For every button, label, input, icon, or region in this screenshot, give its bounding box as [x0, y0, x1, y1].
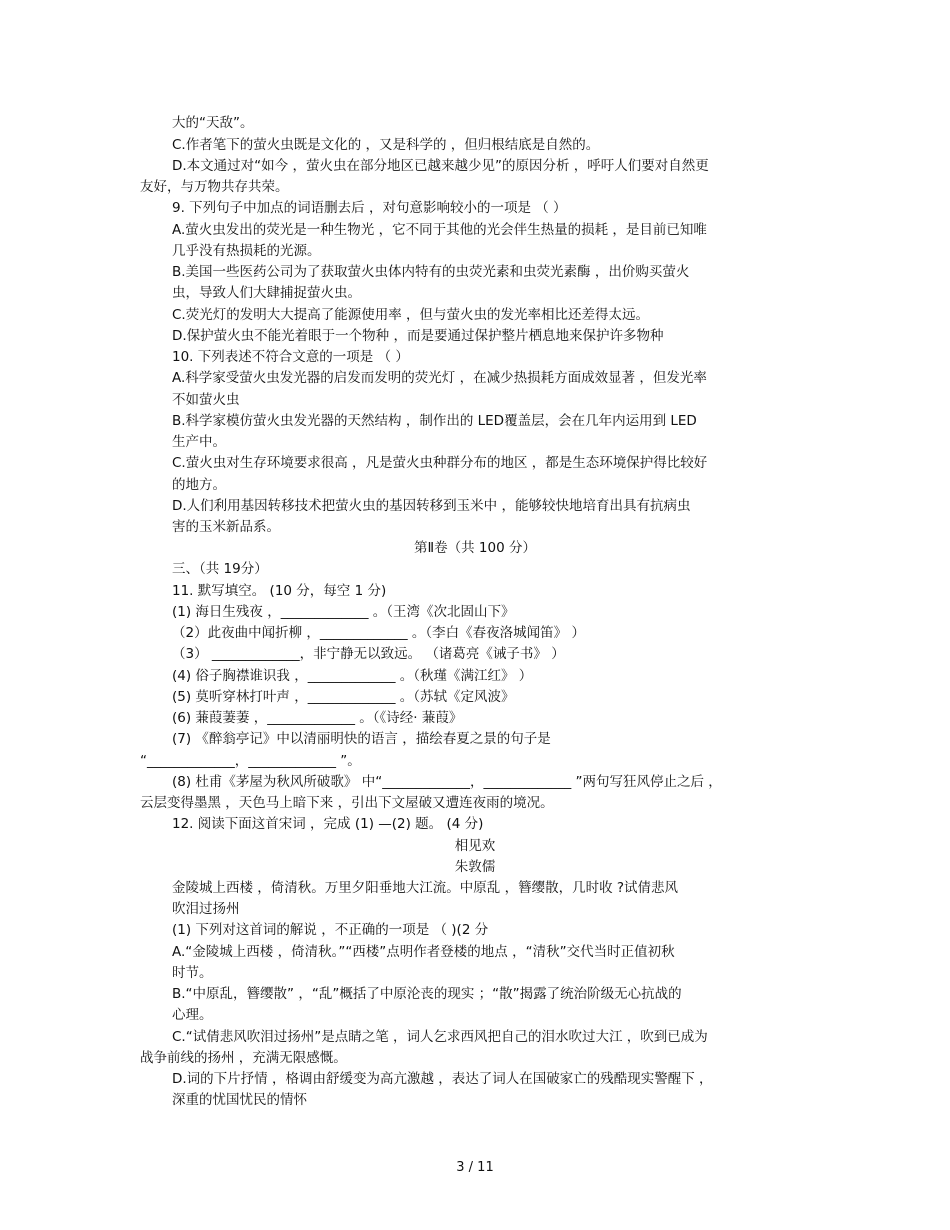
fill-blank-line: （2）此夜曲中闻折柳 ，_____________ 。（李白《春夜洛城闻笛》 ）	[172, 625, 585, 641]
text-line: 虫，导致人们大肆捕捉萤火虫。	[172, 285, 361, 301]
text-line: 友好，与万物共存共荣。	[140, 179, 289, 195]
text-line: 的地方。	[172, 477, 226, 493]
section-heading: 第Ⅱ卷（共 100 分）	[414, 540, 536, 556]
text-line: C.萤火虫对生存环境要求很高 ，凡是萤火虫种群分布的地区 ，都是生态环境保护得比较好	[172, 455, 708, 471]
text-line: 几乎没有热损耗的光源。	[172, 243, 321, 259]
text-line: 大的“天敌”。	[172, 115, 254, 131]
text-line: B.科学家模仿萤火虫发光器的天然结构 ，制作出的 LED覆盖层，会在几年内运用到 LED	[172, 413, 697, 429]
fill-blank-line: (1) 海日生残夜 ，_____________ 。（王湾《次北固山下》	[172, 604, 515, 620]
fill-blank-line: (6) 蒹葭萋萋 ，_____________ 。（《诗经· 蒹葭》	[172, 710, 463, 726]
question-10: 10. 下列表述不符合文意的一项是 （ ）	[172, 349, 409, 365]
text-line: A.“金陵城上西楼 ，倚清秋。”“西楼”点明作者登楼的地点 ，“清秋”交代当时正值初秋	[172, 944, 675, 960]
text-line: B.美国一些医药公司为了获取萤火虫体内特有的虫荧光素和虫荧光素酶 ，出价购买萤火	[172, 264, 690, 280]
question-9: 9. 下列句子中加点的词语删去后 ，对句意影响较小的一项是 （ ）	[172, 200, 567, 216]
poem-author: 朱敦儒	[454, 859, 496, 875]
sub-question: (1) 下列对这首词的解说 ，不正确的一项是 （ )(2 分	[172, 922, 489, 938]
text-line: D.词的下片抒情 ，格调由舒缓变为高亢激越 ，表达了词人在国破家亡的残酷现实警醒下 ，	[172, 1071, 713, 1087]
fill-blank-line: (7) 《醉翁亭记》中以清丽明快的语言 ，描绘春夏之景的句子是	[172, 731, 551, 747]
text-line: A.科学家受萤火虫发光器的启发而发明的荧光灯 ，在减少热损耗方面成效显著 ，但发光率	[172, 370, 707, 386]
fill-blank-line: (5) 莫听穿林打叶声 ，_____________ 。（苏轼《定风波》	[172, 689, 515, 705]
text-line: 心理。	[172, 1007, 213, 1023]
text-line: 深重的忧国忧民的情怀	[172, 1092, 307, 1108]
poem-text: 吹泪过扬州	[172, 901, 240, 917]
text-line: 云层变得墨黑 ，天色马上暗下来 ，引出下文屋破又遭连夜雨的境况。	[140, 795, 554, 811]
part-heading: 三、（共 19分）	[172, 561, 268, 577]
text-line: D.本文通过对“如今 ，萤火虫在部分地区已越来越少见”的原因分析 ，呼吁人们要对自然更	[172, 158, 709, 174]
question-11: 11. 默写填空。 (10 分，每空 1 分)	[172, 583, 387, 599]
fill-blank-line: （3） _____________，非宁静无以致远。 （诸葛亮《诫子书》 ）	[172, 646, 565, 662]
text-line: 生产中。	[172, 434, 226, 450]
page-number: 3 / 11	[456, 1160, 494, 1175]
text-line: 战争前线的扬州 ，充满无限感慨。	[140, 1050, 347, 1066]
text-line: D.保护萤火虫不能光着眼于一个物种 ，而是要通过保护整片栖息地来保护许多物种	[172, 328, 664, 344]
fill-blank-line: (8) 杜甫《茅屋为秋风所破歌》 中“_____________，_____________ ”两句写狂风停止之后 ，	[172, 774, 722, 790]
text-line: C.荧光灯的发明大大提高了能源使用率 ，但与萤火虫的发光率相比还差得太远。	[172, 307, 650, 323]
text-line: 时节。	[172, 965, 213, 981]
text-line: C.作者笔下的萤火虫既是文化的 ，又是科学的 ，但归根结底是自然的。	[172, 137, 600, 153]
fill-blank-line: “_____________，_____________ ”。	[140, 753, 361, 769]
question-12: 12. 阅读下面这首宋词 ，完成 (1) —(2) 题。 (4 分)	[172, 816, 484, 832]
fill-blank-line: (4) 俗子胸襟谁识我 ，_____________ 。（秋瑾《满江红》 ）	[172, 668, 533, 684]
text-line: A.萤火虫发出的荧光是一种生物光 ，它不同于其他的光会伴生热量的损耗 ，是目前已知唯	[172, 222, 707, 238]
text-line: D.人们利用基因转移技术把萤火虫的基因转移到玉米中 ，能够较快地培育出具有抗病虫	[172, 498, 691, 514]
text-line: 害的玉米新品系。	[172, 519, 280, 535]
text-line: B.“中原乱，簪缨散” ，“乱”概括了中原沦丧的现实 ；“散”揭露了统治阶级无心抗战的	[172, 986, 682, 1002]
poem-text: 金陵城上西楼 ，倚清秋。万里夕阳垂地大江流。中原乱 ，簪缨散，几时收 ?试倩悲风	[172, 880, 679, 896]
text-line: C.“试倩悲风吹泪过扬州”是点睛之笔 ，词人乞求西风把自己的泪水吹过大江 ，吹到已成为	[172, 1029, 708, 1045]
text-line: 不如萤火虫	[172, 392, 240, 408]
poem-title: 相见欢	[454, 838, 496, 854]
